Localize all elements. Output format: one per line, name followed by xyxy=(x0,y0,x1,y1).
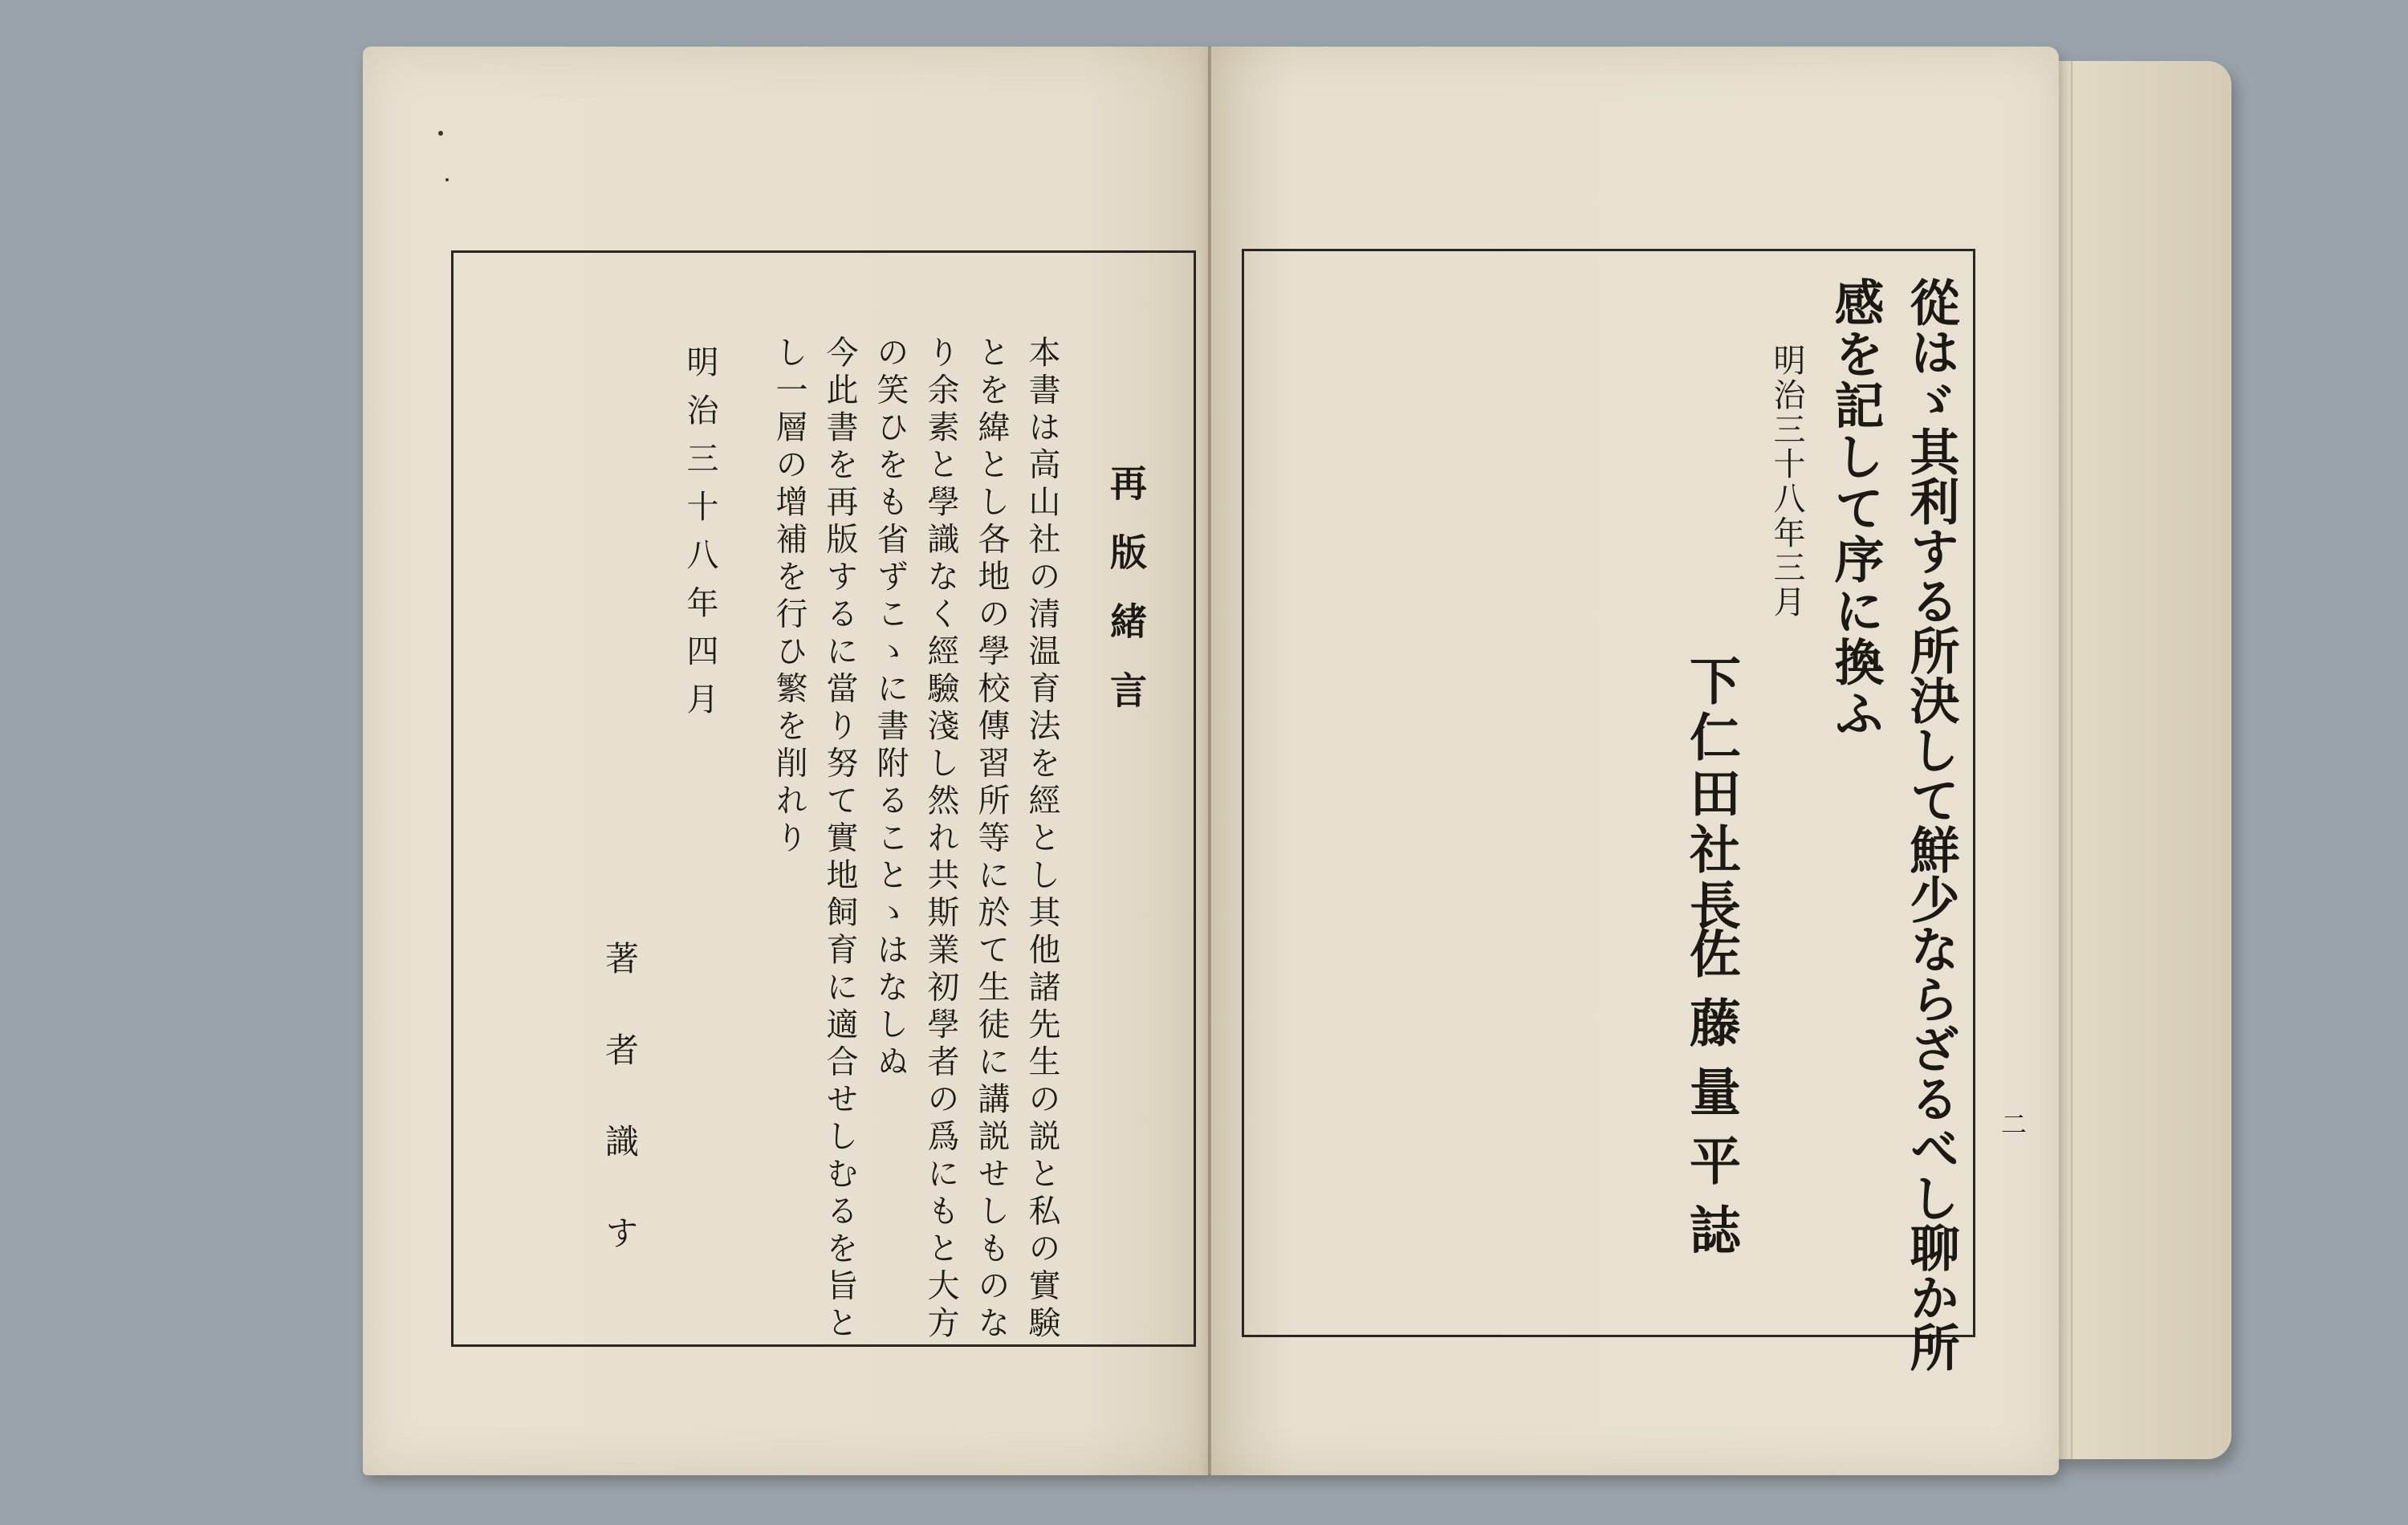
preface-author: 著者識す xyxy=(600,941,640,1307)
ink-speck xyxy=(438,131,443,136)
preface-date: 明治三十八年四月 xyxy=(681,345,718,730)
page-edges xyxy=(2055,61,2231,1459)
book-gutter xyxy=(1208,47,1211,1475)
body-line: り余素と學識なく經驗淺し然れ共斯業初學者の爲にもと大方 xyxy=(922,336,959,1344)
body-line: 從はゞ其利する所決して鮮少ならざるべし聊か所 xyxy=(1902,277,1960,1372)
body-line: 本書は高山社の清温育法を經とし其他諸先生の説と私の實験 xyxy=(1023,336,1060,1344)
page-number: 二 xyxy=(1997,1111,2028,1137)
body-line: 感を記して序に換ふ xyxy=(1826,277,1885,739)
foreword-date: 明治三十八年三月 xyxy=(1768,344,1805,620)
ink-speck xyxy=(445,178,449,181)
signature-name: 佐藤量平誌 xyxy=(1681,927,1741,1272)
body-line: し一層の增補を行ひ繁を削れり xyxy=(771,336,807,858)
body-line: の笑ひをも省ずこゝに書附ることゝはなしぬ xyxy=(872,336,909,1082)
preface-title: 再版緒言 xyxy=(1104,464,1148,740)
body-line: 今此書を再版するに當り努て實地飼育に適合せしむるを旨と xyxy=(821,336,858,1344)
signature-organization: 下仁田社長 xyxy=(1681,654,1741,935)
body-line: とを緯とし各地の學校傳習所等に於て生徒に講説せしものな xyxy=(973,336,1010,1344)
